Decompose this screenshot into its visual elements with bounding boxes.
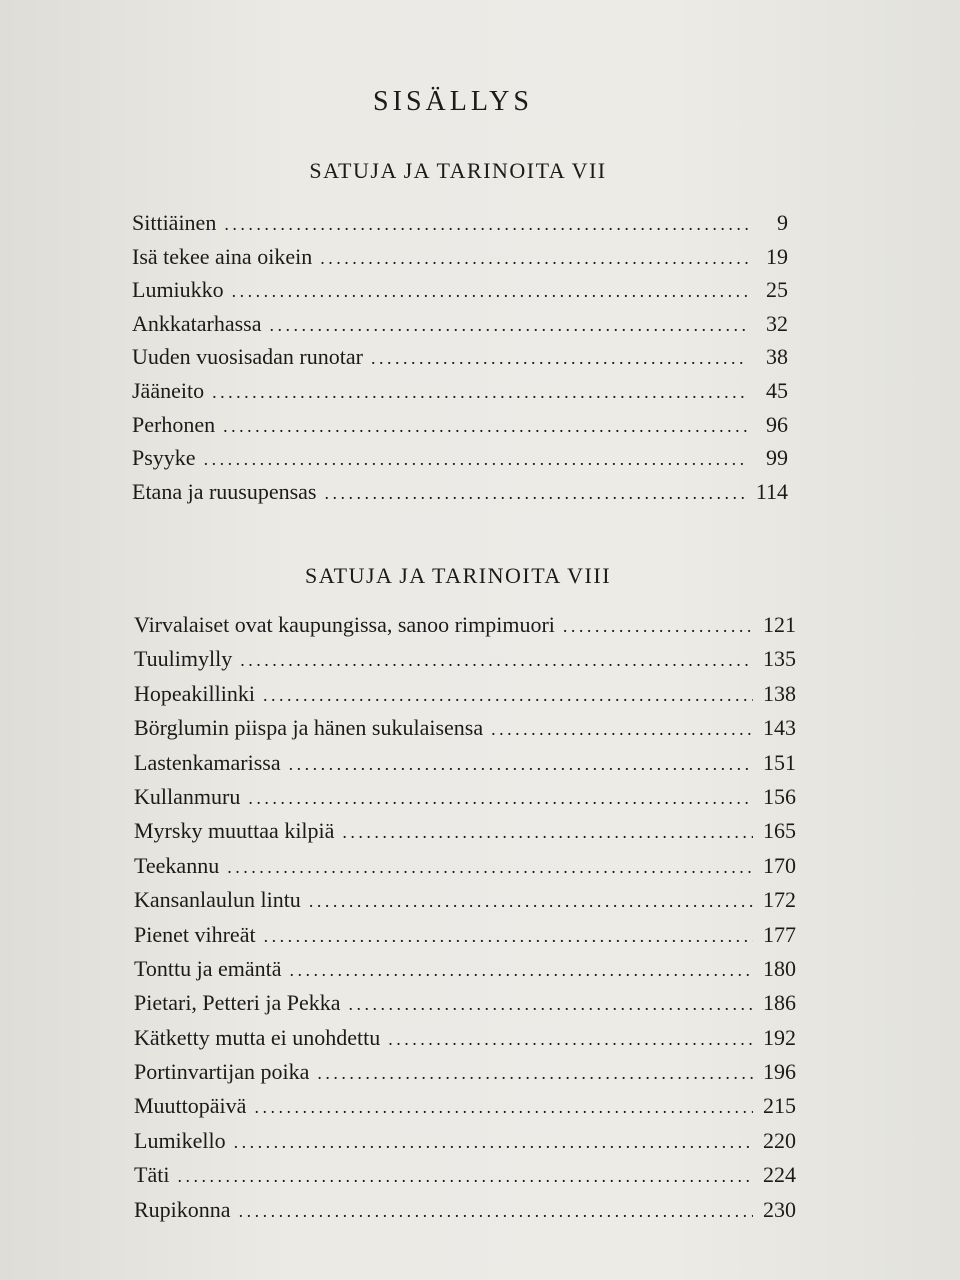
- entry-title: Pietari, Petteri ja Pekka: [134, 990, 341, 1016]
- dot-leader: [264, 926, 753, 947]
- dot-leader: [317, 1063, 753, 1084]
- toc-entry: [134, 715, 796, 749]
- entry-page-number: 19: [766, 243, 788, 269]
- entry-page-number: 25: [766, 277, 788, 303]
- entry-page-number: 220: [763, 1127, 796, 1153]
- dot-leader: [263, 685, 753, 706]
- entry-title: Lumikello: [134, 1127, 226, 1153]
- toc-entry: [132, 244, 788, 278]
- entry-title: Tuulimylly: [134, 646, 233, 672]
- dot-leader: [177, 1166, 753, 1187]
- dot-leader: [349, 994, 754, 1015]
- page-title: SISÄLLYS: [373, 86, 533, 117]
- entry-title: Portinvartijan poika: [134, 1059, 310, 1085]
- entry-title: Lumiukko: [132, 277, 224, 303]
- entry-title: Hopeakillinki: [134, 680, 255, 706]
- entry-page-number: 172: [763, 887, 796, 913]
- entry-page-number: 156: [763, 783, 796, 809]
- dot-leader: [320, 248, 748, 269]
- toc-entry: [134, 1128, 796, 1162]
- toc-entry: [134, 956, 796, 990]
- dot-leader: [240, 650, 753, 671]
- entry-page-number: 224: [763, 1162, 796, 1188]
- entry-title: Lastenkamarissa: [134, 749, 281, 775]
- entry-page-number: 165: [763, 818, 796, 844]
- dot-leader: [232, 281, 748, 302]
- entry-page-number: 138: [763, 680, 796, 706]
- toc-entry: [134, 1162, 796, 1196]
- entry-title: Börglumin piispa ja hänen sukulaisensa: [134, 715, 484, 741]
- toc-entry: [134, 784, 796, 818]
- toc-entry: [134, 1059, 796, 1093]
- entry-page-number: 215: [763, 1093, 796, 1119]
- dot-leader: [563, 616, 753, 637]
- dot-leader: [248, 788, 753, 809]
- toc-entry: [134, 1197, 796, 1231]
- toc-entry: [134, 818, 796, 852]
- section-heading-viii: SATUJA JA TARINOITA VIII: [304, 563, 612, 588]
- toc-entry: [132, 344, 788, 378]
- entry-page-number: 32: [766, 310, 788, 336]
- entry-title: Kätketty mutta ei unohdettu: [134, 1024, 381, 1050]
- entry-title: Myrsky muuttaa kilpiä: [134, 818, 335, 844]
- entry-page-number: 170: [763, 852, 796, 878]
- toc-entry: [134, 646, 796, 680]
- entry-title: Ankkatarhassa: [132, 310, 262, 336]
- entry-page-number: 143: [763, 715, 796, 741]
- entry-title: Kansanlaulun lintu: [134, 887, 301, 913]
- dot-leader: [223, 416, 748, 437]
- entry-page-number: 230: [763, 1196, 796, 1222]
- entry-page-number: 135: [763, 646, 796, 672]
- entry-page-number: 186: [763, 990, 796, 1016]
- toc-entry: [134, 612, 796, 646]
- dot-leader: [491, 719, 753, 740]
- toc-entry: [132, 445, 788, 479]
- entry-page-number: 121: [763, 612, 796, 637]
- entry-title: Täti: [134, 1162, 170, 1188]
- entry-title: Virvalaiset ovat kaupungissa, sanoo rimpimuori: [134, 612, 555, 637]
- dot-leader: [227, 857, 753, 878]
- dot-leader: [325, 483, 746, 504]
- dot-leader: [254, 1097, 753, 1118]
- entry-title: Etana ja ruusupensas: [132, 478, 317, 504]
- entry-title: Pienet vihreät: [134, 921, 256, 947]
- entry-page-number: 9: [777, 210, 788, 235]
- dot-leader: [290, 960, 753, 981]
- toc-entry: [134, 1025, 796, 1059]
- entry-page-number: 192: [763, 1024, 796, 1050]
- toc-entry: [132, 378, 788, 412]
- dot-leader: [342, 822, 753, 843]
- toc-list-viii: [134, 612, 796, 1231]
- dot-leader: [371, 348, 748, 369]
- dot-leader: [289, 754, 753, 775]
- entry-title: Psyyke: [132, 445, 196, 471]
- entry-title: Rupikonna: [134, 1196, 231, 1222]
- entry-title: Kullanmuru: [134, 783, 241, 809]
- entry-page-number: 99: [766, 445, 788, 471]
- dot-leader: [204, 449, 748, 470]
- entry-page-number: 45: [766, 377, 788, 403]
- entry-page-number: 96: [766, 411, 788, 437]
- toc-entry: [132, 277, 788, 311]
- toc-entry: [132, 311, 788, 345]
- toc-list-vii: [132, 210, 788, 512]
- dot-leader: [224, 214, 748, 235]
- entry-page-number: 38: [766, 344, 788, 370]
- entry-title: Isä tekee aina oikein: [132, 243, 313, 269]
- dot-leader: [234, 1132, 753, 1153]
- toc-entry: [134, 853, 796, 887]
- entry-page-number: 196: [763, 1059, 796, 1085]
- entry-title: Muuttopäivä: [134, 1093, 247, 1119]
- toc-entry: [132, 479, 788, 513]
- entry-page-number: 177: [763, 921, 796, 947]
- entry-title: Jääneito: [132, 377, 205, 403]
- toc-entry: [134, 750, 796, 784]
- entry-title: Tonttu ja emäntä: [134, 955, 282, 981]
- entry-title: Sittiäinen: [132, 210, 217, 235]
- dot-leader: [239, 1201, 753, 1222]
- toc-entry: [132, 412, 788, 446]
- dot-leader: [270, 315, 748, 336]
- entry-title: Teekannu: [134, 852, 220, 878]
- dot-leader: [388, 1029, 753, 1050]
- toc-entry: [132, 210, 788, 244]
- toc-entry: [134, 990, 796, 1024]
- toc-entry: [134, 922, 796, 956]
- entry-title: Uuden vuosisadan runotar: [132, 344, 363, 370]
- dot-leader: [212, 382, 748, 403]
- toc-entry: [134, 1093, 796, 1127]
- section-heading-vii: SATUJA JA TARINOITA VII: [309, 158, 607, 183]
- toc-entry: [134, 681, 796, 715]
- entry-page-number: 114: [755, 478, 788, 504]
- dot-leader: [309, 891, 753, 912]
- entry-page-number: 151: [763, 749, 796, 775]
- toc-entry: [134, 887, 796, 921]
- entry-title: Perhonen: [132, 411, 216, 437]
- entry-page-number: 180: [763, 955, 796, 981]
